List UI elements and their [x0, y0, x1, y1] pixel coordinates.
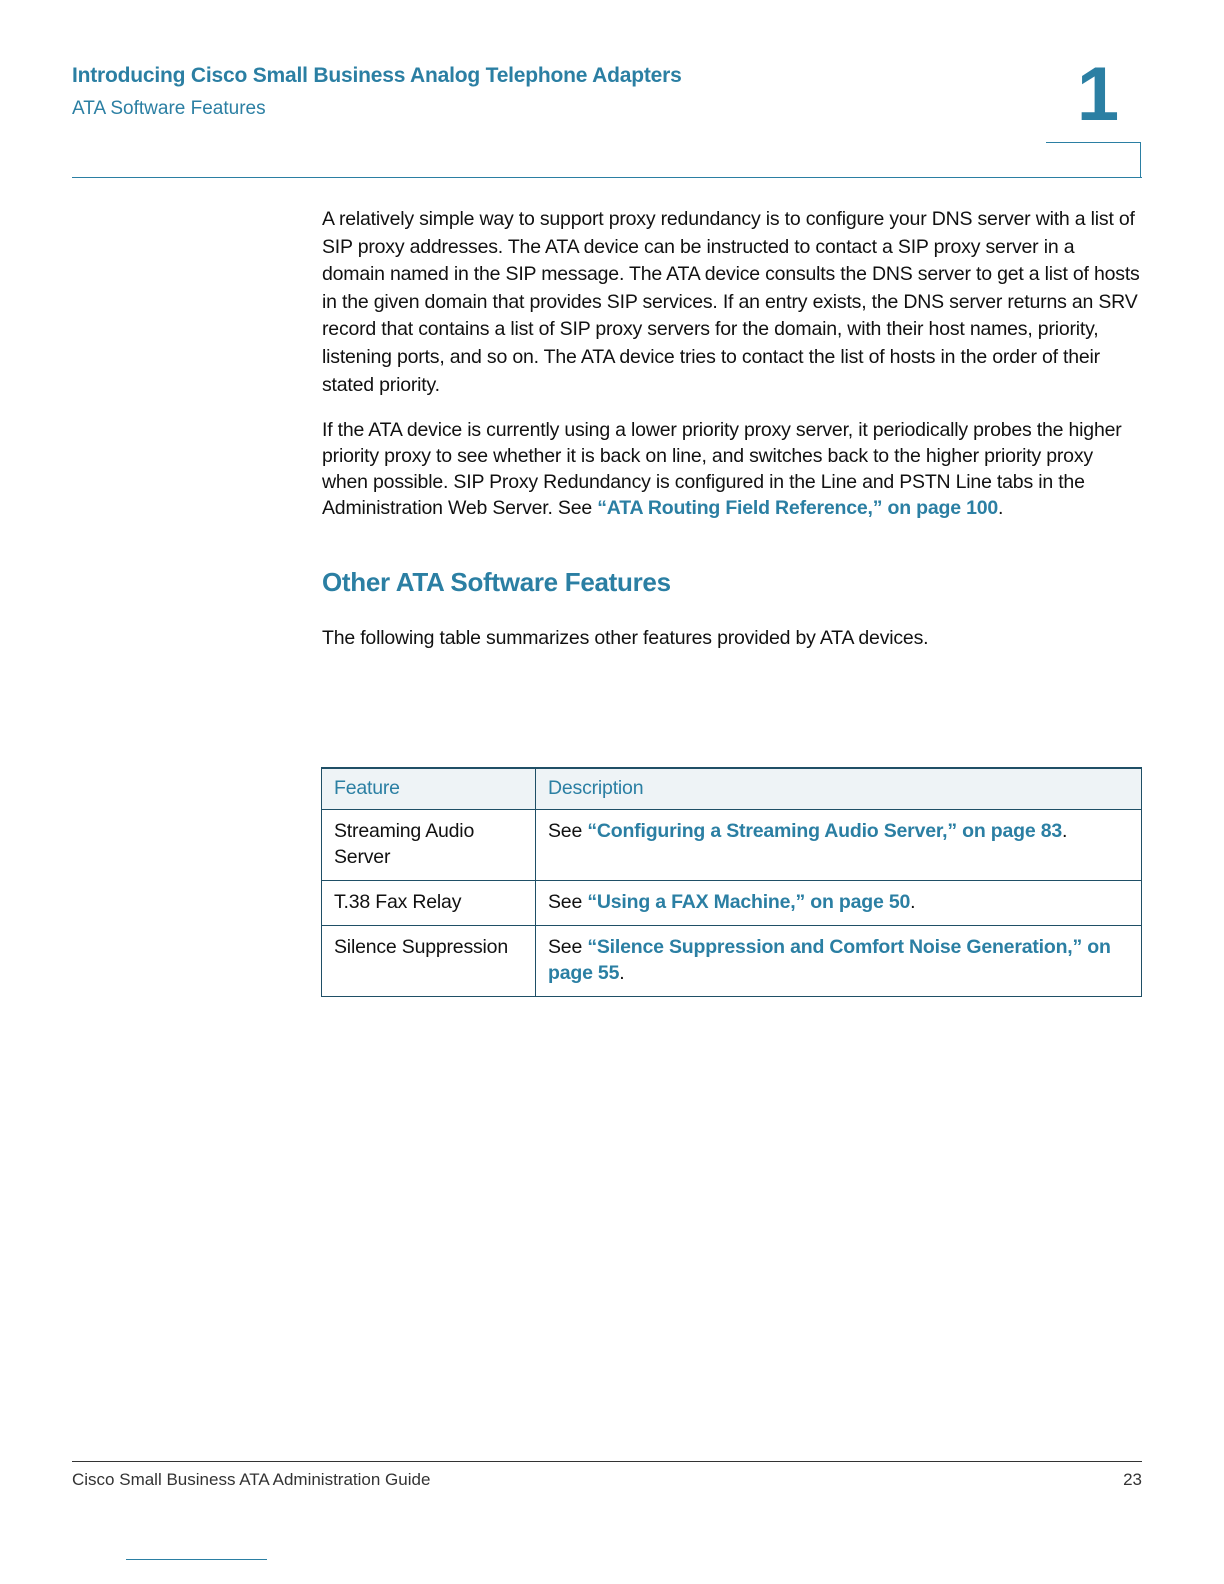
- table-header-row: [322, 768, 1142, 810]
- description-cell: [536, 810, 1142, 881]
- period-text: .: [1062, 820, 1068, 842]
- paragraph-proxy-probing: [322, 417, 1142, 521]
- table-row: [322, 881, 1142, 926]
- streaming-audio-link[interactable]: “Configuring a Streaming Audio Server,” on page 83: [587, 820, 1063, 842]
- paragraph-dns-redundancy: A relatively simple way to support proxy redundancy is to configure your DNS server with a list of SIP proxy addresses. The ATA device can be instructed to contact a SIP proxy server in a domain named in the SIP message. The ATA device consults the DNS server to get a list of hosts in the given domain that provides SIP services. If an entry exists, the DNS server returns an SRV record that contains a list of SIP proxy servers for the domain, with their host names, priority, listening ports, and so on. The ATA device tries to contact the list of hosts in the order of their stated priority.: [322, 208, 1140, 396]
- description-cell: [536, 881, 1142, 926]
- table-intro: The following table summarizes other features provided by ATA devices.: [322, 627, 929, 650]
- chapter-title: Introducing Cisco Small Business Analog Telephone Adapters: [72, 64, 682, 87]
- features-table: [321, 767, 1142, 997]
- description-cell: [536, 926, 1142, 997]
- footer-guide-title: Cisco Small Business ATA Administration Guide: [72, 1470, 431, 1489]
- chapter-number: 1: [1076, 52, 1120, 137]
- footer-page-number: 23: [1123, 1470, 1142, 1489]
- section-heading: Other ATA Software Features: [322, 567, 671, 598]
- see-text: See: [548, 891, 588, 913]
- paragraph-end: .: [998, 497, 1004, 520]
- fax-machine-link[interactable]: “Using a FAX Machine,” on page 50: [587, 891, 911, 913]
- column-header-feature: Feature: [322, 768, 536, 810]
- table-row: [322, 926, 1142, 997]
- routing-field-reference-link[interactable]: “ATA Routing Field Reference,” on page 100: [597, 497, 999, 520]
- section-title: ATA Software Features: [72, 98, 266, 119]
- column-header-description: Description: [536, 768, 1142, 810]
- period-text: .: [910, 891, 916, 913]
- see-text: See: [548, 936, 588, 958]
- period-text: .: [619, 962, 625, 984]
- feature-cell: Silence Suppression: [322, 926, 536, 997]
- bottom-accent-line: [126, 1559, 267, 1560]
- feature-cell: Streaming Audio Server: [322, 810, 536, 881]
- chapter-tab-box: [1046, 142, 1141, 177]
- table-row: [322, 810, 1142, 881]
- body-content: [322, 206, 1142, 652]
- footer-rule: [72, 1461, 1142, 1462]
- paragraph-text: If the ATA device is currently using a lower priority proxy server, it periodically probes the higher priority proxy to see whether it is back on line, and switches back to the higher priority proxy when possible. SIP Proxy Redundancy is configured in the Line and PSTN Line tabs in the Administration Web Server. See: [322, 419, 1122, 520]
- see-text: See: [548, 820, 588, 842]
- silence-suppression-link[interactable]: “Silence Suppression and Comfort Noise Generation,” on page 55: [548, 936, 1111, 984]
- header-rule: [72, 177, 1142, 178]
- feature-cell: T.38 Fax Relay: [322, 881, 536, 926]
